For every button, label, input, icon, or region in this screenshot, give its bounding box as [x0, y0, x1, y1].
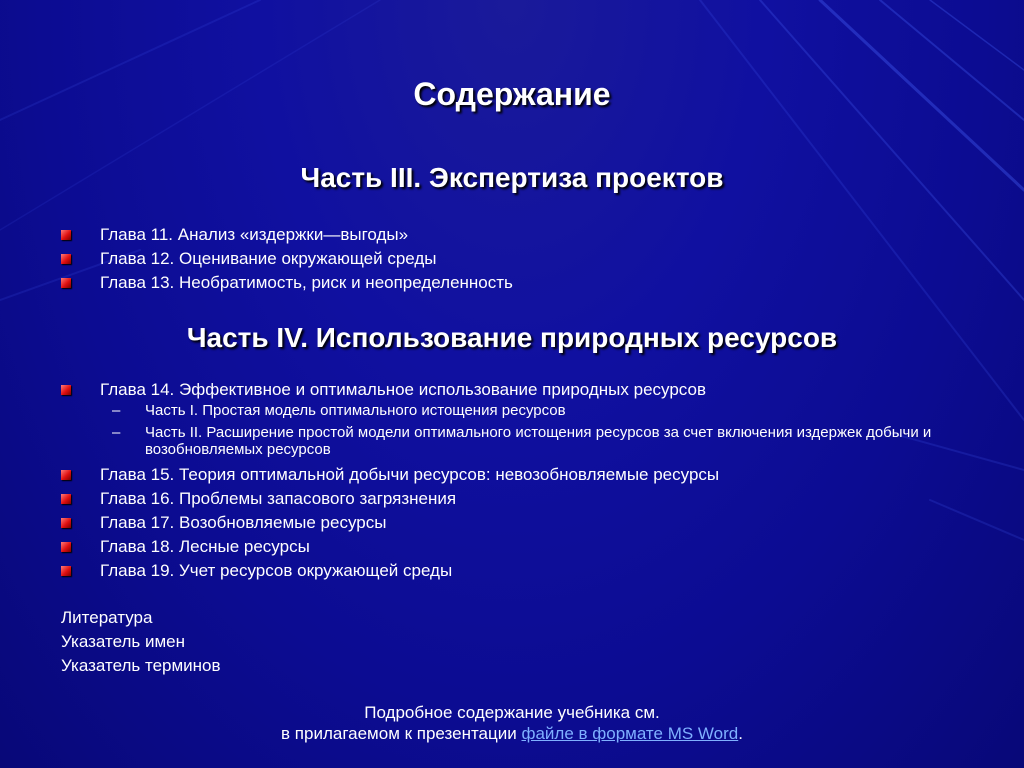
sub-list-item-text: Часть I. Простая модель оптимального истощения ресурсов [145, 402, 566, 419]
list-item-text: Глава 19. Учет ресурсов окружающей среды [100, 561, 453, 580]
list-item-text: Глава 12. Оценивание окружающей среды [100, 249, 437, 268]
square-bullet-icon [61, 385, 71, 395]
footer-note [0, 702, 1024, 744]
list-item [0, 271, 1024, 295]
square-bullet-icon [61, 230, 71, 240]
list-item-text: Глава 17. Возобновляемые ресурсы [100, 513, 387, 532]
term-index-entry: Указатель терминов [61, 656, 221, 675]
sub-list-item [0, 402, 1024, 419]
name-index-entry: Указатель имен [61, 632, 185, 651]
square-bullet-icon [61, 542, 71, 552]
square-bullet-icon [61, 278, 71, 288]
list-item-text: Глава 14. Эффективное и оптимальное использование природных ресурсов [100, 380, 706, 399]
part-iv-heading: Часть IV. Использование природных ресурсов [186, 322, 838, 353]
literature-entry: Литература [61, 608, 153, 627]
list-item-text: Глава 18. Лесные ресурсы [100, 537, 310, 556]
footer-suffix: . [738, 724, 743, 743]
part-iii-list [0, 223, 1024, 295]
sub-list-item-text: Часть II. Расширение простой модели оптимального истощения ресурсов за счет включения издержек добычи и возобновляемых ресурсов [145, 424, 932, 458]
list-item-text: Глава 15. Теория оптимальной добычи ресурсов: невозобновляемые ресурсы [100, 465, 720, 484]
footer-line-2 [0, 723, 1024, 744]
square-bullet-icon [61, 254, 71, 264]
part-iv-list [0, 378, 1024, 583]
square-bullet-icon [61, 518, 71, 528]
list-item [0, 559, 1024, 583]
list-item-text: Глава 11. Анализ «издержки—выгоды» [100, 225, 409, 244]
list-item [0, 378, 1024, 402]
list-item [0, 223, 1024, 247]
list-item [0, 511, 1024, 535]
dash-bullet: – [112, 402, 121, 419]
list-item [0, 487, 1024, 511]
list-item [0, 247, 1024, 271]
back-matter-list [61, 606, 221, 678]
square-bullet-icon [61, 494, 71, 504]
square-bullet-icon [61, 566, 71, 576]
word-file-link[interactable]: файле в формате MS Word [521, 724, 739, 743]
sub-list-item [0, 424, 1024, 458]
square-bullet-icon [61, 470, 71, 480]
part-iii-heading: Часть III. Экспертиза проектов [300, 162, 724, 193]
footer-prefix: в прилагаемом к презентации [281, 724, 522, 743]
list-item-text: Глава 16. Проблемы запасового загрязнения [100, 489, 457, 508]
list-item [0, 535, 1024, 559]
dash-bullet: – [112, 424, 121, 441]
footer-line-1: Подробное содержание учебника см. [364, 703, 660, 722]
slide-title: Содержание [413, 76, 611, 112]
list-item [0, 463, 1024, 487]
list-item-text: Глава 13. Необратимость, риск и неопределенность [100, 273, 513, 292]
